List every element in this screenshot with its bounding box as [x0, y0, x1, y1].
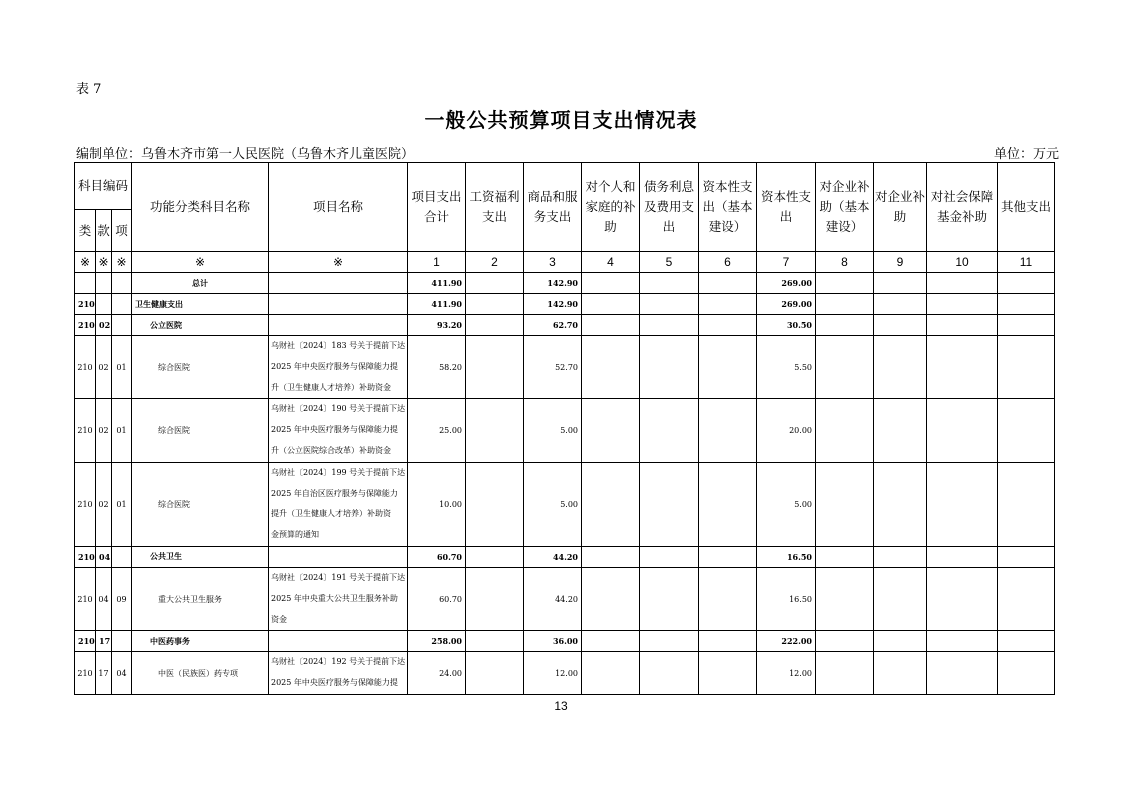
- debt-interest-cell: [640, 273, 699, 294]
- symbol-cell: ※: [75, 252, 96, 273]
- capital-cell: 16.50: [757, 546, 816, 567]
- social-security-cell: [927, 315, 998, 336]
- capital-construction-cell: [699, 631, 757, 652]
- total-cell: 58.20: [408, 336, 466, 399]
- header-xiang: 项: [112, 210, 132, 252]
- code-xiang-cell: 01: [112, 399, 132, 462]
- enterprise-subsidy-cell: [874, 546, 927, 567]
- project-name-cell: [269, 631, 408, 652]
- project-name-line: 乌财社〔2024〕190 号关于提前下达: [271, 404, 406, 414]
- header-col-10: 对社会保障基金补助: [927, 163, 998, 252]
- code-lei-cell: 210: [75, 462, 96, 546]
- total-cell: 258.00: [408, 631, 466, 652]
- total-cell: 25.00: [408, 399, 466, 462]
- code-kuan-cell: 17: [96, 631, 112, 652]
- project-name-cell: [269, 567, 408, 630]
- header-col-9: 对企业补助: [874, 163, 927, 252]
- table-row: [75, 336, 1055, 399]
- project-name-cell: [269, 336, 408, 399]
- code-lei-cell: 210: [75, 652, 96, 695]
- capital-cell: 222.00: [757, 631, 816, 652]
- capital-construction-cell: [699, 294, 757, 315]
- other-cell: [998, 567, 1055, 630]
- header-col-2: 工资福利支出: [466, 163, 524, 252]
- enterprise-construction-cell: [816, 567, 874, 630]
- project-name-cell: [269, 652, 408, 695]
- column-number: 4: [582, 252, 640, 273]
- table-row: [75, 294, 1055, 315]
- header-col-11: 其他支出: [998, 163, 1055, 252]
- project-name-line: 2025 年中央医疗服务与保障能力提: [271, 361, 398, 371]
- code-kuan-cell: 04: [96, 567, 112, 630]
- total-cell: 93.20: [408, 315, 466, 336]
- wages-cell: [466, 567, 524, 630]
- capital-cell: 5.00: [757, 462, 816, 546]
- other-cell: [998, 315, 1055, 336]
- goods-services-cell: 142.90: [524, 294, 582, 315]
- wages-cell: [466, 546, 524, 567]
- capital-construction-cell: [699, 546, 757, 567]
- other-cell: [998, 273, 1055, 294]
- project-name-line: 提升（卫生健康人才培养）补助资: [271, 509, 391, 519]
- code-xiang-cell: [112, 315, 132, 336]
- project-name-cell: [269, 315, 408, 336]
- enterprise-subsidy-cell: [874, 294, 927, 315]
- code-kuan-cell: [96, 273, 112, 294]
- project-name-cell: [269, 294, 408, 315]
- table-row: [75, 399, 1055, 462]
- func-name-cell: 中医药事务: [132, 631, 269, 652]
- header-code-group: 科目编码: [75, 163, 132, 210]
- debt-interest-cell: [640, 336, 699, 399]
- column-number: 9: [874, 252, 927, 273]
- project-name-line: 2025 年中央医疗服务与保障能力提: [271, 678, 398, 688]
- func-name-cell: 综合医院: [132, 399, 269, 462]
- header-lei: 类: [75, 210, 96, 252]
- project-name-line: 乌财社〔2024〕183 号关于提前下达: [271, 341, 406, 350]
- code-kuan-cell: [96, 294, 112, 315]
- header-project-name: 项目名称: [269, 163, 408, 252]
- code-kuan-cell: 02: [96, 399, 112, 462]
- debt-interest-cell: [640, 294, 699, 315]
- column-number: 1: [408, 252, 466, 273]
- column-number: 11: [998, 252, 1055, 273]
- project-name-line: 金预算的通知: [271, 530, 319, 540]
- household-subsidy-cell: [582, 315, 640, 336]
- code-xiang-cell: 04: [112, 652, 132, 695]
- enterprise-construction-cell: [816, 336, 874, 399]
- other-cell: [998, 631, 1055, 652]
- capital-construction-cell: [699, 462, 757, 546]
- compiling-unit: 编制单位：乌鲁木齐市第一人民医院（乌鲁木齐儿童医院）: [76, 147, 415, 162]
- page-number: 13: [554, 699, 568, 713]
- social-security-cell: [927, 631, 998, 652]
- header-col-4: 对个人和家庭的补助: [582, 163, 640, 252]
- symbol-cell: ※: [112, 252, 132, 273]
- household-subsidy-cell: [582, 273, 640, 294]
- capital-cell: 16.50: [757, 567, 816, 630]
- table-row: [75, 546, 1055, 567]
- code-kuan-cell: 17: [96, 652, 112, 695]
- household-subsidy-cell: [582, 567, 640, 630]
- budget-table: [74, 162, 1055, 695]
- table-row: [75, 315, 1055, 336]
- household-subsidy-cell: [582, 399, 640, 462]
- social-security-cell: [927, 399, 998, 462]
- capital-cell: 30.50: [757, 315, 816, 336]
- wages-cell: [466, 652, 524, 695]
- column-number: 6: [699, 252, 757, 273]
- symbol-cell: ※: [269, 252, 408, 273]
- code-xiang-cell: [112, 631, 132, 652]
- enterprise-construction-cell: [816, 652, 874, 695]
- func-name-cell: 卫生健康支出: [132, 294, 269, 315]
- project-name-cell: [269, 546, 408, 567]
- header-col-8: 对企业补助（基本建设）: [816, 163, 874, 252]
- project-name-line: 升（卫生健康人才培养）补助资金: [271, 382, 391, 392]
- project-name-line: 2025 年中央医疗服务与保障能力提: [271, 425, 398, 435]
- other-cell: [998, 462, 1055, 546]
- capital-cell: 269.00: [757, 294, 816, 315]
- project-name-line: 资金: [271, 614, 287, 624]
- table-row: [75, 273, 1055, 294]
- total-cell: 411.90: [408, 294, 466, 315]
- header-func-name: 功能分类科目名称: [132, 163, 269, 252]
- enterprise-subsidy-cell: [874, 315, 927, 336]
- code-xiang-cell: 01: [112, 336, 132, 399]
- total-cell: 60.70: [408, 567, 466, 630]
- enterprise-subsidy-cell: [874, 652, 927, 695]
- enterprise-subsidy-cell: [874, 273, 927, 294]
- code-kuan-cell: 02: [96, 336, 112, 399]
- func-name-cell: 综合医院: [132, 336, 269, 399]
- header-col-6: 资本性支出（基本建设）: [699, 163, 757, 252]
- code-xiang-cell: [112, 273, 132, 294]
- project-name-line: 2025 年自治区医疗服务与保障能力: [271, 488, 398, 498]
- social-security-cell: [927, 336, 998, 399]
- project-name-line: 乌财社〔2024〕191 号关于提前下达: [271, 572, 406, 582]
- other-cell: [998, 399, 1055, 462]
- func-name-cell: 总计: [132, 273, 269, 294]
- debt-interest-cell: [640, 631, 699, 652]
- total-cell: 411.90: [408, 273, 466, 294]
- table-number: 表 7: [76, 82, 102, 97]
- wages-cell: [466, 462, 524, 546]
- wages-cell: [466, 315, 524, 336]
- header-col-3: 商品和服务支出: [524, 163, 582, 252]
- debt-interest-cell: [640, 546, 699, 567]
- household-subsidy-cell: [582, 546, 640, 567]
- enterprise-subsidy-cell: [874, 631, 927, 652]
- goods-services-cell: 142.90: [524, 273, 582, 294]
- column-number: 8: [816, 252, 874, 273]
- page-title: 一般公共预算项目支出情况表: [424, 108, 698, 132]
- goods-services-cell: 5.00: [524, 462, 582, 546]
- func-name-cell: 综合医院: [132, 462, 269, 546]
- code-kuan-cell: 04: [96, 546, 112, 567]
- code-xiang-cell: [112, 546, 132, 567]
- social-security-cell: [927, 294, 998, 315]
- other-cell: [998, 652, 1055, 695]
- social-security-cell: [927, 652, 998, 695]
- code-xiang-cell: 09: [112, 567, 132, 630]
- wages-cell: [466, 294, 524, 315]
- social-security-cell: [927, 273, 998, 294]
- project-name-cell: [269, 399, 408, 462]
- capital-construction-cell: [699, 399, 757, 462]
- household-subsidy-cell: [582, 631, 640, 652]
- enterprise-construction-cell: [816, 399, 874, 462]
- household-subsidy-cell: [582, 652, 640, 695]
- code-lei-cell: 210: [75, 546, 96, 567]
- symbol-cell: ※: [132, 252, 269, 273]
- header-col-7: 资本性支出: [757, 163, 816, 252]
- capital-cell: 12.00: [757, 652, 816, 695]
- header-col-1: 项目支出合计: [408, 163, 466, 252]
- social-security-cell: [927, 546, 998, 567]
- code-kuan-cell: 02: [96, 315, 112, 336]
- project-name-line: 乌财社〔2024〕192 号关于提前下达: [271, 657, 406, 667]
- table-row: [75, 567, 1055, 630]
- wages-cell: [466, 399, 524, 462]
- column-number: 3: [524, 252, 582, 273]
- enterprise-subsidy-cell: [874, 567, 927, 630]
- capital-cell: 269.00: [757, 273, 816, 294]
- code-lei-cell: 210: [75, 336, 96, 399]
- goods-services-cell: 12.00: [524, 652, 582, 695]
- column-number: 2: [466, 252, 524, 273]
- goods-services-cell: 44.20: [524, 567, 582, 630]
- code-xiang-cell: [112, 294, 132, 315]
- column-number: 5: [640, 252, 699, 273]
- debt-interest-cell: [640, 399, 699, 462]
- wages-cell: [466, 336, 524, 399]
- other-cell: [998, 294, 1055, 315]
- project-name-cell: [269, 273, 408, 294]
- table-row: [75, 652, 1055, 695]
- project-name-line: 升（公立医院综合改革）补助资金: [271, 445, 391, 455]
- debt-interest-cell: [640, 462, 699, 546]
- capital-construction-cell: [699, 567, 757, 630]
- wages-cell: [466, 631, 524, 652]
- other-cell: [998, 546, 1055, 567]
- total-cell: 60.70: [408, 546, 466, 567]
- goods-services-cell: 36.00: [524, 631, 582, 652]
- func-name-cell: 中医（民族医）药专项: [132, 652, 269, 695]
- goods-services-cell: 44.20: [524, 546, 582, 567]
- other-cell: [998, 336, 1055, 399]
- enterprise-subsidy-cell: [874, 336, 927, 399]
- table-row: [75, 462, 1055, 546]
- household-subsidy-cell: [582, 336, 640, 399]
- wages-cell: [466, 273, 524, 294]
- debt-interest-cell: [640, 315, 699, 336]
- func-name-cell: 公共卫生: [132, 546, 269, 567]
- func-name-cell: 公立医院: [132, 315, 269, 336]
- code-lei-cell: 210: [75, 567, 96, 630]
- currency-unit: 单位：万元: [994, 147, 1060, 162]
- func-name-cell: 重大公共卫生服务: [132, 567, 269, 630]
- code-lei-cell: 210: [75, 399, 96, 462]
- header-kuan: 款: [96, 210, 112, 252]
- goods-services-cell: 62.70: [524, 315, 582, 336]
- header-col-5: 债务利息及费用支出: [640, 163, 699, 252]
- column-number: 10: [927, 252, 998, 273]
- total-cell: 24.00: [408, 652, 466, 695]
- enterprise-construction-cell: [816, 273, 874, 294]
- household-subsidy-cell: [582, 294, 640, 315]
- project-name-cell: [269, 462, 408, 546]
- project-name-line: 乌财社〔2024〕199 号关于提前下达: [271, 467, 406, 477]
- code-kuan-cell: 02: [96, 462, 112, 546]
- table-row: [75, 631, 1055, 652]
- enterprise-subsidy-cell: [874, 399, 927, 462]
- social-security-cell: [927, 462, 998, 546]
- project-name-line: 2025 年中央重大公共卫生服务补助: [271, 593, 398, 603]
- capital-construction-cell: [699, 652, 757, 695]
- capital-cell: 20.00: [757, 399, 816, 462]
- enterprise-construction-cell: [816, 631, 874, 652]
- household-subsidy-cell: [582, 462, 640, 546]
- column-number: 7: [757, 252, 816, 273]
- social-security-cell: [927, 567, 998, 630]
- goods-services-cell: 5.00: [524, 399, 582, 462]
- total-cell: 10.00: [408, 462, 466, 546]
- code-lei-cell: [75, 273, 96, 294]
- enterprise-construction-cell: [816, 546, 874, 567]
- goods-services-cell: 52.70: [524, 336, 582, 399]
- code-lei-cell: 210: [75, 315, 96, 336]
- symbol-cell: ※: [96, 252, 112, 273]
- code-lei-cell: 210: [75, 294, 96, 315]
- enterprise-construction-cell: [816, 462, 874, 546]
- debt-interest-cell: [640, 567, 699, 630]
- capital-construction-cell: [699, 336, 757, 399]
- code-xiang-cell: 01: [112, 462, 132, 546]
- code-lei-cell: 210: [75, 631, 96, 652]
- enterprise-construction-cell: [816, 315, 874, 336]
- enterprise-subsidy-cell: [874, 462, 927, 546]
- capital-construction-cell: [699, 315, 757, 336]
- enterprise-construction-cell: [816, 294, 874, 315]
- debt-interest-cell: [640, 652, 699, 695]
- capital-cell: 5.50: [757, 336, 816, 399]
- capital-construction-cell: [699, 273, 757, 294]
